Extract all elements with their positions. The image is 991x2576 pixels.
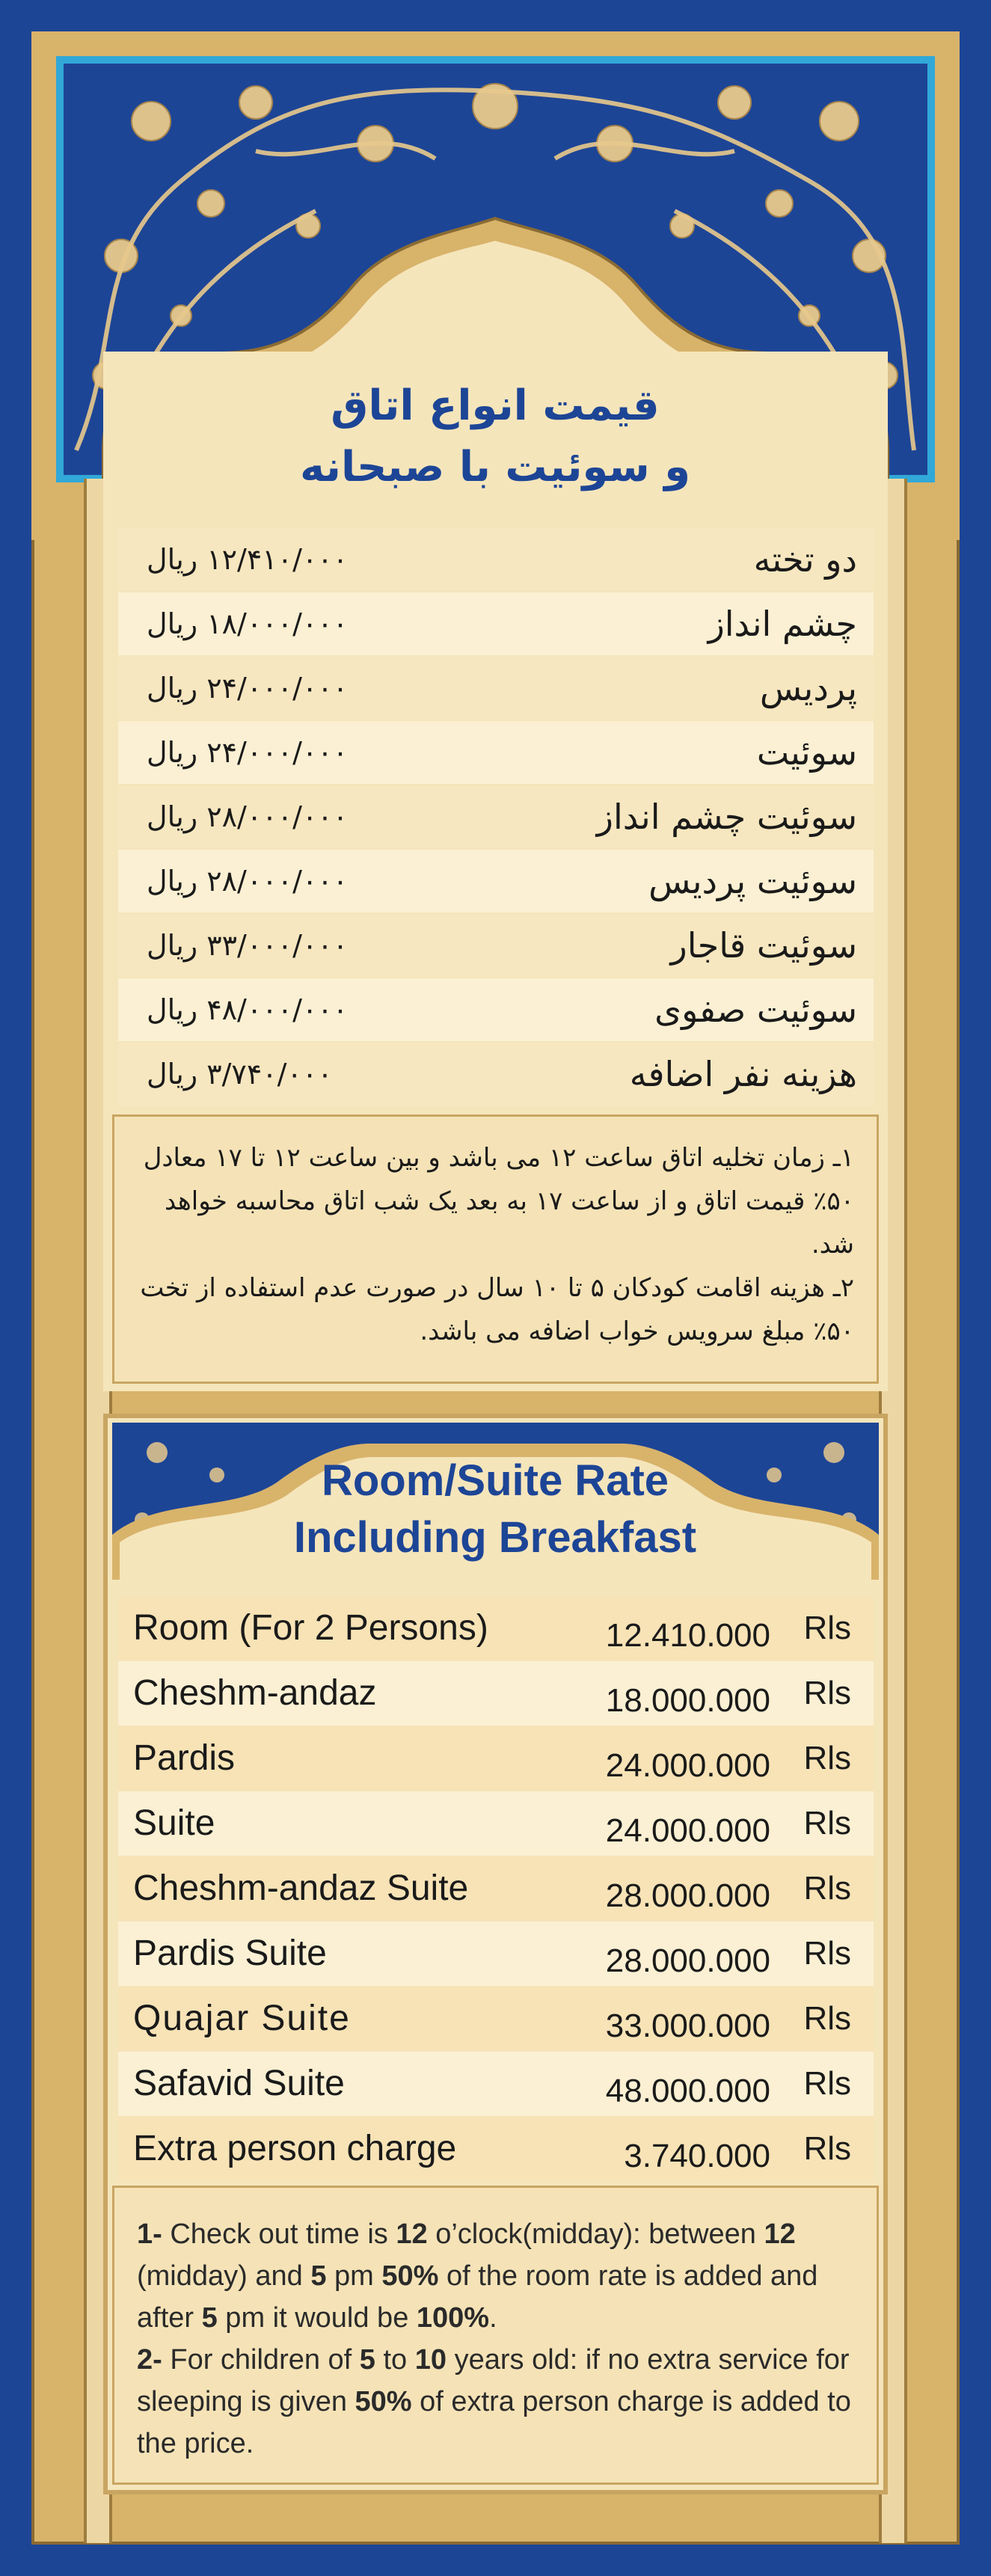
persian-rate-price: ۳/۷۴۰/۰۰۰ ریال [147, 1058, 333, 1091]
persian-rate-price: ۲۸/۰۰۰/۰۰۰ ریال [147, 800, 349, 833]
english-rate-price: 24.000.000 [605, 1747, 770, 1784]
persian-rate-label: هزینه نفر اضافه [629, 1054, 857, 1094]
english-rate-label: Suite [133, 1803, 215, 1843]
english-rate-currency: Rls [803, 1610, 851, 1646]
persian-rate-row [118, 528, 874, 591]
english-rate-row [118, 1596, 874, 1660]
english-rate-row [118, 1987, 874, 2051]
persian-rate-price: ۲۸/۰۰۰/۰۰۰ ریال [147, 865, 349, 898]
english-title [196, 1453, 794, 1566]
persian-title-line2: و سوئیت با صبحانه [299, 443, 691, 491]
english-note-2: 2- For children of 5 to 10 years old: if no extra service for sleeping is given 50% of extra person charge is added to the price. [137, 2344, 851, 2459]
english-rate-price: 18.000.000 [605, 1682, 770, 1719]
english-rate-label: Pardis Suite [133, 1933, 327, 1973]
english-rate-price: 12.410.000 [605, 1617, 770, 1654]
english-rate-currency: Rls [803, 1675, 851, 1711]
persian-rate-price: ۱۲/۴۱۰/۰۰۰ ریال [147, 543, 349, 576]
persian-note-1: ۱ـ زمان تخلیه اتاق ساعت ۱۲ می باشد و بین ساعت ۱۲ تا ۱۷ معادل ۵۰٪ قیمت اتاق و از ساعت ۱۷ به بعد یک شب اتاق محاسبه خواهد شد. [143, 1143, 854, 1260]
english-rate-label: Quajar Suite [133, 1999, 351, 2038]
english-rate-currency: Rls [803, 1805, 851, 1841]
persian-rate-row [118, 850, 874, 913]
persian-rate-label: سوئیت [756, 732, 857, 773]
english-rate-currency: Rls [803, 1935, 851, 1972]
persian-note-2: ۲ـ هزینه اقامت کودکان ۵ تا ۱۰ سال در صورت عدم استفاده از تخت ۵۰٪ مبلغ سرویس خواب اضافه می باشد. [140, 1273, 854, 1346]
persian-rate-row [118, 721, 874, 784]
persian-rate-label: سوئیت صفوی [654, 990, 857, 1030]
english-notes-box [112, 2186, 879, 2485]
persian-rate-row [118, 785, 874, 848]
persian-rate-row [118, 657, 874, 720]
persian-rate-label: پردیس [759, 668, 857, 708]
english-rate-currency: Rls [803, 2065, 851, 2102]
english-rate-price: 33.000.000 [605, 2008, 770, 2044]
persian-rate-row [118, 1043, 874, 1105]
english-title-line1: Room/Suite Rate [321, 1456, 669, 1505]
persian-rate-label: سوئیت چشم انداز [596, 797, 857, 837]
english-rate-label: Safavid Suite [133, 2064, 345, 2103]
persian-title-line1: قیمت انواع اتاق [331, 381, 660, 430]
english-title-line2: Including Breakfast [293, 1513, 697, 1562]
english-rate-price: 48.000.000 [605, 2073, 770, 2109]
english-rate-label: Cheshm-andaz [133, 1673, 377, 1713]
persian-rate-label: دو تخته [753, 539, 857, 580]
persian-rate-row [118, 914, 874, 977]
english-rate-price: 28.000.000 [605, 1877, 770, 1914]
persian-rate-label: سوئیت پردیس [648, 861, 857, 901]
persian-rate-row [118, 592, 874, 655]
english-rate-price: 3.740.000 [624, 2138, 770, 2174]
english-rate-label: Extra person charge [133, 2129, 457, 2168]
persian-rate-label: سوئیت قاجار [670, 925, 857, 966]
english-rate-price: 24.000.000 [605, 1812, 770, 1849]
english-rate-row [118, 1922, 874, 1986]
english-rate-row [118, 2052, 874, 2116]
english-notes [137, 2213, 854, 2465]
persian-notes-box [112, 1114, 879, 1384]
persian-rate-price: ۱۸/۰۰۰/۰۰۰ ریال [147, 607, 349, 640]
persian-notes [137, 1136, 854, 1353]
english-note-1: 1- Check out time is 12 o’clock(midday): between 12 (midday) and 5 pm 50% of the room rate is added and after 5 pm it would be 100%. [137, 2218, 818, 2334]
english-rate-row [118, 2117, 874, 2181]
persian-title [271, 375, 720, 498]
english-rate-currency: Rls [803, 2000, 851, 2037]
english-rate-label: Room (For 2 Persons) [133, 1608, 488, 1648]
english-rate-currency: Rls [803, 2130, 851, 2167]
english-rate-currency: Rls [803, 1740, 851, 1776]
english-rate-row [118, 1791, 874, 1856]
persian-rate-price: ۴۸/۰۰۰/۰۰۰ ریال [147, 993, 349, 1026]
persian-rate-label: چشم انداز [708, 604, 857, 644]
english-rate-row [118, 1661, 874, 1726]
persian-rate-price: ۲۴/۰۰۰/۰۰۰ ریال [147, 672, 349, 705]
persian-rate-price: ۳۳/۰۰۰/۰۰۰ ریال [147, 929, 349, 962]
persian-rate-price: ۲۴/۰۰۰/۰۰۰ ریال [147, 736, 349, 769]
english-rate-label: Pardis [133, 1738, 236, 1778]
english-rate-price: 28.000.000 [605, 1942, 770, 1979]
english-rate-row [118, 1856, 874, 1921]
persian-rate-row [118, 978, 874, 1041]
english-rate-currency: Rls [803, 1870, 851, 1907]
english-rate-label: Cheshm-andaz Suite [133, 1868, 469, 1908]
english-rate-row [118, 1726, 874, 1791]
